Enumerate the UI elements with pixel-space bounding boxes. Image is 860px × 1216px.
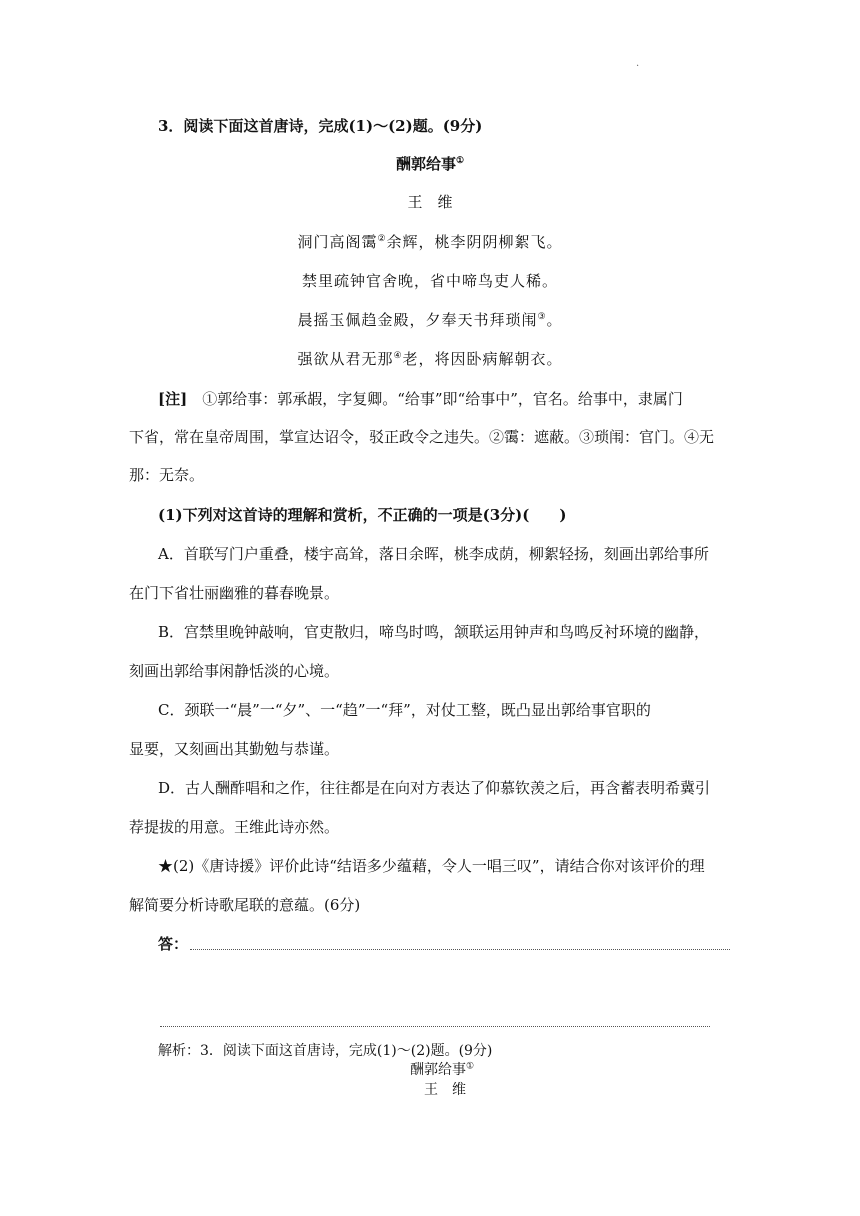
answer-label: 答：	[158, 935, 189, 953]
q2-line-1: ★(2)《唐诗援》评价此诗“结语多少蕴藉，令人一唱三叹”，请结合你对该评价的理	[158, 857, 705, 875]
note-line-1: [注] ①郭给事：郭承嘏，字复卿。“给事”即“给事中”，官名。给事中，隶属门	[158, 390, 683, 408]
poem-line-1: 洞门高阁霭②余辉，桃李阴阴柳絮飞。	[297, 233, 563, 251]
note-line-2: 下省，常在皇帝周围，掌宣达诏令，驳正政令之违失。②霭：遮蔽。③琐闱：官门。④无	[129, 428, 715, 446]
analysis-poem-author: 王 维	[424, 1082, 466, 1098]
option-c-line-2: 显要，又刻画出其勤勉与恭谨。	[129, 740, 340, 758]
option-b-line-2: 刻画出郭给事闲静恬淡的心境。	[129, 662, 340, 680]
option-c-line-1: C．颈联一“晨”一“夕”、一“趋”一“拜”，对仗工整，既凸显出郭给事官职的	[158, 701, 651, 719]
option-d-line-2: 荐提拔的用意。王维此诗亦然。	[129, 818, 340, 836]
q2-line-2: 解简要分析诗歌尾联的意蕴。(6分)	[129, 896, 361, 914]
option-a-line-1: A．首联写门户重叠，楼宇高耸，落日余晖，桃李成荫，柳絮轻扬，刻画出郭给事所	[158, 545, 709, 563]
poem-author: 王 维	[407, 193, 453, 211]
note-line-3: 那：无奈。	[129, 466, 205, 484]
q1-stem: (1)下列对这首诗的理解和赏析，不正确的一项是(3分)( )	[158, 506, 567, 524]
poem-line-3: 晨摇玉佩趋金殿，夕奉天书拜琐闱③。	[297, 311, 563, 329]
answer-line[interactable]	[190, 949, 730, 950]
option-d-line-1: D．古人酬酢唱和之作，往往都是在向对方表达了仰慕钦羡之后，再含蓄表明希冀引	[158, 779, 711, 797]
poem-line-2: 禁里疏钟官舍晚，省中啼鸟吏人稀。	[301, 272, 558, 290]
note-label: [注]	[158, 390, 188, 408]
divider-line	[160, 1026, 710, 1027]
analysis-heading: 解析：3．阅读下面这首唐诗，完成(1)～(2)题。(9分)	[158, 1043, 493, 1059]
option-a-line-2: 在门下省壮丽幽雅的暮春晚景。	[129, 584, 340, 602]
question-3-heading: 3．阅读下面这首唐诗，完成(1)～(2)题。(9分)	[158, 117, 483, 135]
poem-line-4: 强欲从君无那④老，将因卧病解朝衣。	[297, 350, 563, 368]
analysis-poem-title: 酬郭给事①	[410, 1061, 475, 1078]
option-b-line-1: B．宫禁里晚钟敲响，官吏散归，啼鸟时鸣，颔联运用钟声和鸟鸣反衬环境的幽静，	[158, 623, 710, 641]
poem-title: 酬郭给事①	[395, 155, 465, 173]
page-mark: .	[636, 58, 640, 69]
